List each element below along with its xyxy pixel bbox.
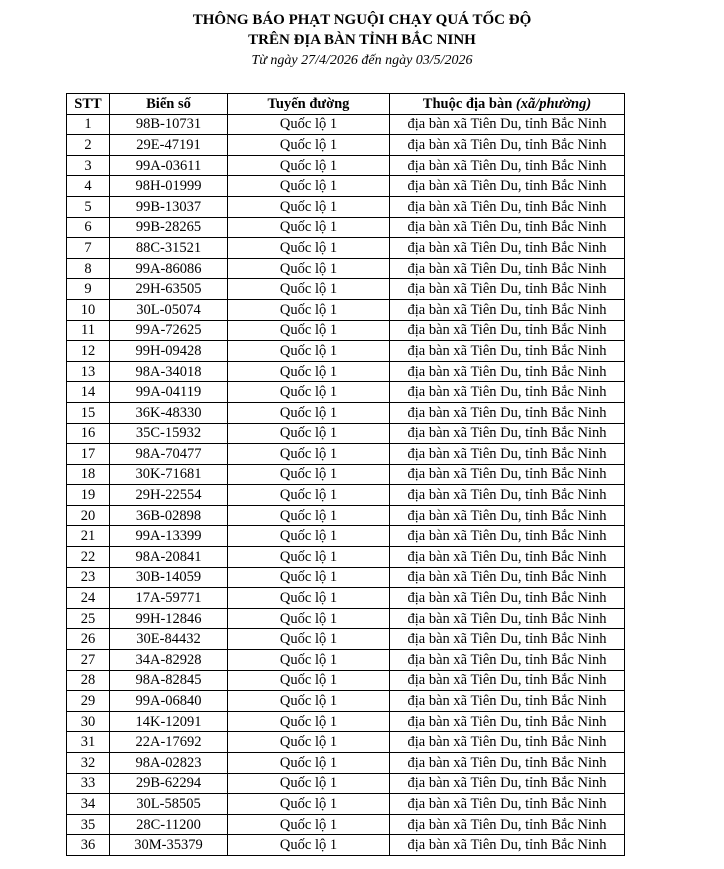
cell-route: Quốc lộ 1 xyxy=(228,176,390,197)
cell-area: địa bàn xã Tiên Du, tỉnh Bắc Ninh xyxy=(390,402,625,423)
cell-route: Quốc lộ 1 xyxy=(228,155,390,176)
cell-route: Quốc lộ 1 xyxy=(228,464,390,485)
cell-route: Quốc lộ 1 xyxy=(228,711,390,732)
cell-area: địa bàn xã Tiên Du, tỉnh Bắc Ninh xyxy=(390,299,625,320)
cell-area: địa bàn xã Tiên Du, tỉnh Bắc Ninh xyxy=(390,423,625,444)
cell-plate: 29H-22554 xyxy=(110,485,228,506)
cell-stt: 12 xyxy=(67,341,110,362)
cell-route: Quốc lộ 1 xyxy=(228,485,390,506)
cell-route: Quốc lộ 1 xyxy=(228,320,390,341)
cell-plate: 99A-06840 xyxy=(110,691,228,712)
cell-stt: 25 xyxy=(67,608,110,629)
cell-plate: 29B-62294 xyxy=(110,773,228,794)
cell-stt: 21 xyxy=(67,526,110,547)
cell-stt: 35 xyxy=(67,814,110,835)
cell-plate: 34A-82928 xyxy=(110,650,228,671)
cell-plate: 98A-82845 xyxy=(110,670,228,691)
cell-plate: 36B-02898 xyxy=(110,505,228,526)
cell-route: Quốc lộ 1 xyxy=(228,753,390,774)
date-range: Từ ngày 27/4/2026 đến ngày 03/5/2026 xyxy=(251,53,473,68)
cell-route: Quốc lộ 1 xyxy=(228,402,390,423)
table-row xyxy=(67,217,625,238)
header-route: Tuyến đường xyxy=(228,94,390,115)
cell-stt: 33 xyxy=(67,773,110,794)
cell-route: Quốc lộ 1 xyxy=(228,567,390,588)
cell-area: địa bàn xã Tiên Du, tỉnh Bắc Ninh xyxy=(390,341,625,362)
cell-area: địa bàn xã Tiên Du, tỉnh Bắc Ninh xyxy=(390,114,625,135)
cell-stt: 20 xyxy=(67,505,110,526)
cell-stt: 11 xyxy=(67,320,110,341)
cell-area: địa bàn xã Tiên Du, tỉnh Bắc Ninh xyxy=(390,279,625,300)
cell-stt: 8 xyxy=(67,258,110,279)
cell-area: địa bàn xã Tiên Du, tỉnh Bắc Ninh xyxy=(390,258,625,279)
notice-title: THÔNG BÁO PHẠT NGUỘI CHẠY QUÁ TỐC ĐỘ xyxy=(192,12,532,28)
table-row xyxy=(67,155,625,176)
cell-area: địa bàn xã Tiên Du, tỉnh Bắc Ninh xyxy=(390,835,625,856)
cell-stt: 9 xyxy=(67,279,110,300)
cell-area: địa bàn xã Tiên Du, tỉnh Bắc Ninh xyxy=(390,155,625,176)
cell-area: địa bàn xã Tiên Du, tỉnh Bắc Ninh xyxy=(390,176,625,197)
table-header-row xyxy=(67,94,625,115)
table-row xyxy=(67,176,625,197)
cell-plate: 98B-10731 xyxy=(110,114,228,135)
cell-area: địa bàn xã Tiên Du, tỉnh Bắc Ninh xyxy=(390,814,625,835)
cell-plate: 99A-72625 xyxy=(110,320,228,341)
cell-stt: 36 xyxy=(67,835,110,856)
cell-area: địa bàn xã Tiên Du, tỉnh Bắc Ninh xyxy=(390,217,625,238)
cell-plate: 98A-34018 xyxy=(110,361,228,382)
cell-route: Quốc lộ 1 xyxy=(228,588,390,609)
cell-stt: 2 xyxy=(67,135,110,156)
cell-plate: 29E-47191 xyxy=(110,135,228,156)
cell-plate: 98A-02823 xyxy=(110,753,228,774)
cell-route: Quốc lộ 1 xyxy=(228,835,390,856)
table-row xyxy=(67,382,625,403)
cell-stt: 17 xyxy=(67,444,110,465)
cell-route: Quốc lộ 1 xyxy=(228,196,390,217)
cell-stt: 31 xyxy=(67,732,110,753)
table-row xyxy=(67,711,625,732)
table-row xyxy=(67,650,625,671)
table-row xyxy=(67,444,625,465)
cell-route: Quốc lộ 1 xyxy=(228,423,390,444)
cell-plate: 99A-04119 xyxy=(110,382,228,403)
cell-area: địa bàn xã Tiên Du, tỉnh Bắc Ninh xyxy=(390,547,625,568)
table-row xyxy=(67,320,625,341)
cell-area: địa bàn xã Tiên Du, tỉnh Bắc Ninh xyxy=(390,588,625,609)
table-row xyxy=(67,773,625,794)
cell-stt: 24 xyxy=(67,588,110,609)
cell-route: Quốc lộ 1 xyxy=(228,279,390,300)
cell-route: Quốc lộ 1 xyxy=(228,732,390,753)
cell-plate: 30K-71681 xyxy=(110,464,228,485)
cell-plate: 98A-70477 xyxy=(110,444,228,465)
header-area-main: Thuộc địa bàn xyxy=(422,95,516,112)
cell-stt: 10 xyxy=(67,299,110,320)
cell-area: địa bàn xã Tiên Du, tỉnh Bắc Ninh xyxy=(390,773,625,794)
cell-plate: 35C-15932 xyxy=(110,423,228,444)
cell-stt: 5 xyxy=(67,196,110,217)
cell-plate: 98A-20841 xyxy=(110,547,228,568)
cell-area: địa bàn xã Tiên Du, tỉnh Bắc Ninh xyxy=(390,464,625,485)
cell-plate: 30L-05074 xyxy=(110,299,228,320)
cell-stt: 15 xyxy=(67,402,110,423)
table-row xyxy=(67,691,625,712)
cell-stt: 16 xyxy=(67,423,110,444)
cell-area: địa bàn xã Tiên Du, tỉnh Bắc Ninh xyxy=(390,629,625,650)
table-row xyxy=(67,423,625,444)
violations-table xyxy=(66,93,625,856)
cell-route: Quốc lộ 1 xyxy=(228,341,390,362)
cell-plate: 99A-13399 xyxy=(110,526,228,547)
table-row xyxy=(67,794,625,815)
table-row xyxy=(67,505,625,526)
cell-plate: 99H-09428 xyxy=(110,341,228,362)
table-row xyxy=(67,299,625,320)
cell-plate: 14K-12091 xyxy=(110,711,228,732)
cell-plate: 30E-84432 xyxy=(110,629,228,650)
cell-route: Quốc lộ 1 xyxy=(228,444,390,465)
table-row xyxy=(67,629,625,650)
cell-area: địa bàn xã Tiên Du, tỉnh Bắc Ninh xyxy=(390,794,625,815)
table-row xyxy=(67,835,625,856)
cell-route: Quốc lộ 1 xyxy=(228,650,390,671)
table-row xyxy=(67,464,625,485)
cell-plate: 30B-14059 xyxy=(110,567,228,588)
cell-route: Quốc lộ 1 xyxy=(228,814,390,835)
header-plate: Biển số xyxy=(110,94,228,115)
cell-stt: 32 xyxy=(67,753,110,774)
cell-plate: 29H-63505 xyxy=(110,279,228,300)
cell-area: địa bàn xã Tiên Du, tỉnh Bắc Ninh xyxy=(390,382,625,403)
cell-plate: 17A-59771 xyxy=(110,588,228,609)
cell-route: Quốc lộ 1 xyxy=(228,670,390,691)
cell-area: địa bàn xã Tiên Du, tỉnh Bắc Ninh xyxy=(390,608,625,629)
table-row xyxy=(67,135,625,156)
cell-stt: 6 xyxy=(67,217,110,238)
header-area xyxy=(390,94,625,115)
header-area-note: (xã/phường) xyxy=(515,95,592,112)
cell-plate: 28C-11200 xyxy=(110,814,228,835)
cell-route: Quốc lộ 1 xyxy=(228,114,390,135)
cell-area: địa bàn xã Tiên Du, tỉnh Bắc Ninh xyxy=(390,485,625,506)
cell-stt: 29 xyxy=(67,691,110,712)
cell-plate: 99B-13037 xyxy=(110,196,228,217)
cell-stt: 26 xyxy=(67,629,110,650)
cell-plate: 22A-17692 xyxy=(110,732,228,753)
table-row xyxy=(67,258,625,279)
cell-stt: 19 xyxy=(67,485,110,506)
table-row xyxy=(67,588,625,609)
table-row xyxy=(67,361,625,382)
cell-plate: 98H-01999 xyxy=(110,176,228,197)
notice-subtitle: TRÊN ĐỊA BÀN TỈNH BẮC NINH xyxy=(248,32,476,48)
table-row xyxy=(67,670,625,691)
table-row xyxy=(67,547,625,568)
cell-plate: 36K-48330 xyxy=(110,402,228,423)
cell-area: địa bàn xã Tiên Du, tỉnh Bắc Ninh xyxy=(390,691,625,712)
cell-route: Quốc lộ 1 xyxy=(228,629,390,650)
cell-route: Quốc lộ 1 xyxy=(228,505,390,526)
header-stt: STT xyxy=(67,94,110,115)
cell-route: Quốc lộ 1 xyxy=(228,773,390,794)
cell-stt: 14 xyxy=(67,382,110,403)
cell-route: Quốc lộ 1 xyxy=(228,526,390,547)
cell-plate: 30L-58505 xyxy=(110,794,228,815)
table-row xyxy=(67,485,625,506)
table-row xyxy=(67,526,625,547)
table-row xyxy=(67,608,625,629)
cell-area: địa bàn xã Tiên Du, tỉnh Bắc Ninh xyxy=(390,505,625,526)
table-row xyxy=(67,567,625,588)
table-row xyxy=(67,114,625,135)
cell-stt: 18 xyxy=(67,464,110,485)
cell-area: địa bàn xã Tiên Du, tỉnh Bắc Ninh xyxy=(390,732,625,753)
cell-stt: 23 xyxy=(67,567,110,588)
cell-route: Quốc lộ 1 xyxy=(228,258,390,279)
cell-route: Quốc lộ 1 xyxy=(228,217,390,238)
cell-plate: 99A-86086 xyxy=(110,258,228,279)
cell-area: địa bàn xã Tiên Du, tỉnh Bắc Ninh xyxy=(390,650,625,671)
cell-area: địa bàn xã Tiên Du, tỉnh Bắc Ninh xyxy=(390,753,625,774)
table-row xyxy=(67,196,625,217)
table-row xyxy=(67,732,625,753)
cell-stt: 3 xyxy=(67,155,110,176)
table-row xyxy=(67,814,625,835)
cell-route: Quốc lộ 1 xyxy=(228,299,390,320)
cell-route: Quốc lộ 1 xyxy=(228,608,390,629)
table-row xyxy=(67,238,625,259)
cell-stt: 30 xyxy=(67,711,110,732)
cell-plate: 99A-03611 xyxy=(110,155,228,176)
cell-stt: 13 xyxy=(67,361,110,382)
cell-route: Quốc lộ 1 xyxy=(228,135,390,156)
cell-area: địa bàn xã Tiên Du, tỉnh Bắc Ninh xyxy=(390,135,625,156)
cell-plate: 88C-31521 xyxy=(110,238,228,259)
cell-area: địa bàn xã Tiên Du, tỉnh Bắc Ninh xyxy=(390,670,625,691)
cell-route: Quốc lộ 1 xyxy=(228,238,390,259)
cell-stt: 22 xyxy=(67,547,110,568)
cell-area: địa bàn xã Tiên Du, tỉnh Bắc Ninh xyxy=(390,361,625,382)
cell-plate: 30M-35379 xyxy=(110,835,228,856)
cell-plate: 99H-12846 xyxy=(110,608,228,629)
cell-route: Quốc lộ 1 xyxy=(228,361,390,382)
cell-area: địa bàn xã Tiên Du, tỉnh Bắc Ninh xyxy=(390,711,625,732)
cell-stt: 34 xyxy=(67,794,110,815)
cell-route: Quốc lộ 1 xyxy=(228,547,390,568)
cell-stt: 7 xyxy=(67,238,110,259)
cell-route: Quốc lộ 1 xyxy=(228,691,390,712)
cell-stt: 28 xyxy=(67,670,110,691)
cell-route: Quốc lộ 1 xyxy=(228,382,390,403)
table-row xyxy=(67,341,625,362)
cell-area: địa bàn xã Tiên Du, tỉnh Bắc Ninh xyxy=(390,196,625,217)
cell-area: địa bàn xã Tiên Du, tỉnh Bắc Ninh xyxy=(390,526,625,547)
table-body xyxy=(67,114,625,855)
table-row xyxy=(67,402,625,423)
cell-area: địa bàn xã Tiên Du, tỉnh Bắc Ninh xyxy=(390,444,625,465)
cell-area: địa bàn xã Tiên Du, tỉnh Bắc Ninh xyxy=(390,567,625,588)
cell-stt: 27 xyxy=(67,650,110,671)
table-row xyxy=(67,753,625,774)
cell-route: Quốc lộ 1 xyxy=(228,794,390,815)
table-row xyxy=(67,279,625,300)
cell-stt: 1 xyxy=(67,114,110,135)
cell-plate: 99B-28265 xyxy=(110,217,228,238)
cell-area: địa bàn xã Tiên Du, tỉnh Bắc Ninh xyxy=(390,320,625,341)
cell-area: địa bàn xã Tiên Du, tỉnh Bắc Ninh xyxy=(390,238,625,259)
cell-stt: 4 xyxy=(67,176,110,197)
